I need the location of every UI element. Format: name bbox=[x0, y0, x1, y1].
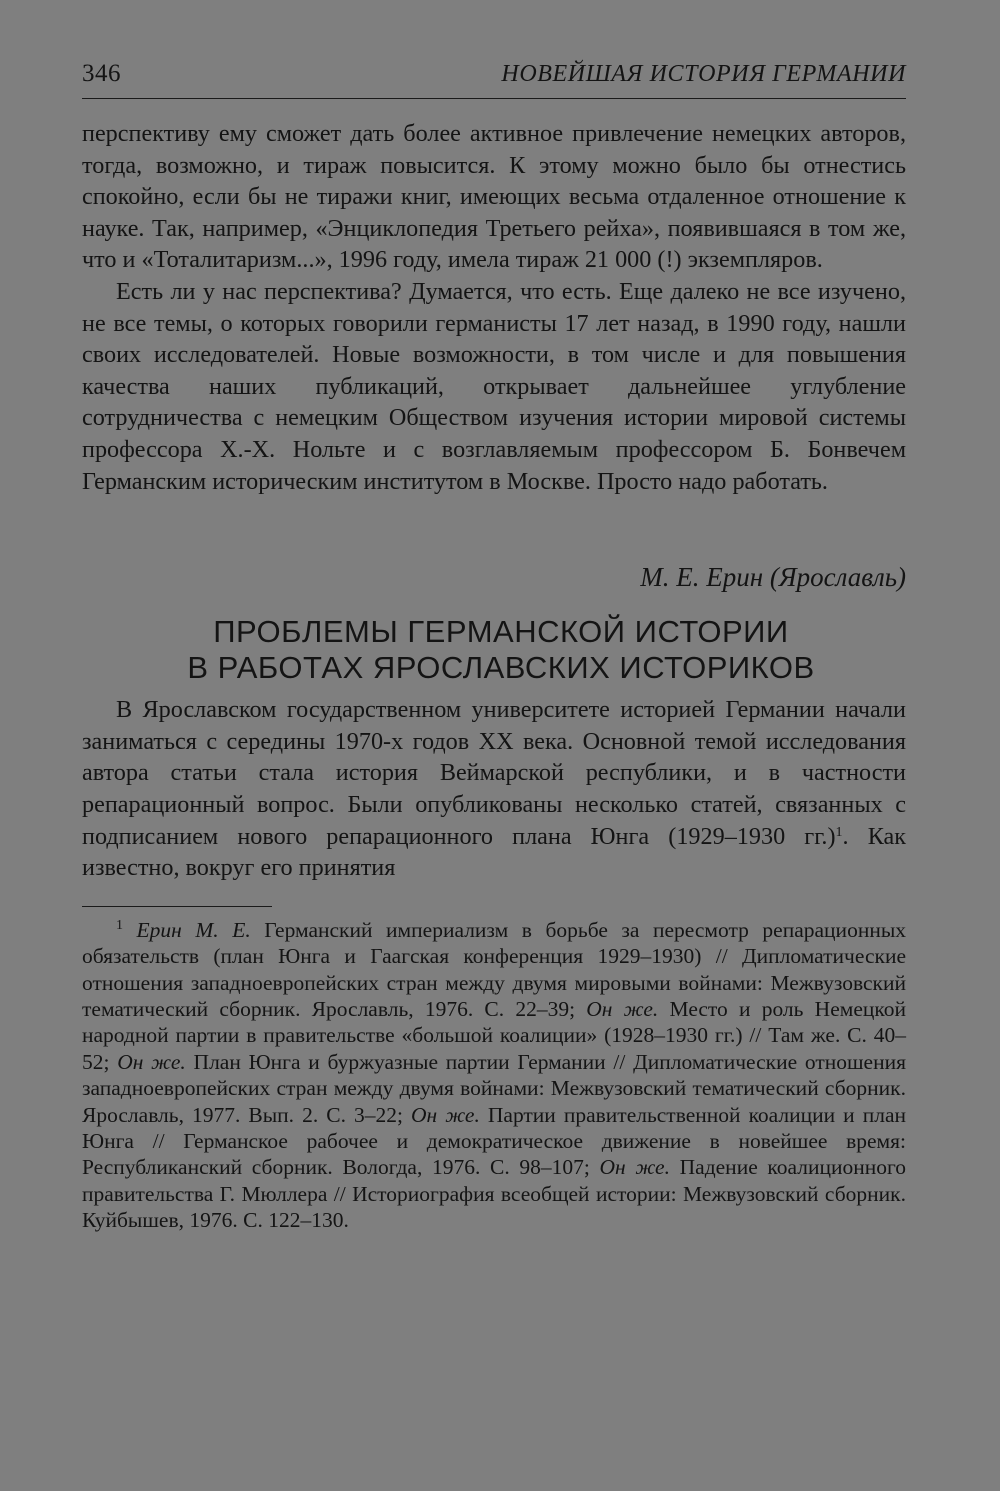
paragraph-perspective: Есть ли у нас перспектива? Думается, что есть. Еще далеко не все изучено, не все темы, о которых говорили германисты 17 лет назад, в 1990 году, нашли своих исследователей. Новые возможности, в том числе и для повышения качества наших публикаций, открывает дальнейшее углубление сотрудничества с немецким Обществом изучения истории мировой системы профессора Х.-Х. Нольте и с возглавляемым профессором Б. Бонвечем Германским историческим институтом в Москве. Просто надо работать. bbox=[82, 277, 906, 495]
article-title-line-1: ПРОБЛЕМЫ ГЕРМАНСКОЙ ИСТОРИИ bbox=[213, 614, 789, 650]
article-paragraph-1 bbox=[82, 694, 906, 884]
footnote-text: Падение коалиционного правительства Г. Мюллера // Историография всеобщей истории: Межвузовский сборник. Куйбышев, 1976. С. 122–130. bbox=[82, 1155, 907, 1233]
article-body bbox=[82, 694, 906, 884]
footnote-author-ibid: Он же. bbox=[117, 1049, 186, 1074]
article-paragraph-text: В Ярославском государственном университете историей Германии начали заниматься с середины 1970-х годов XX века. Основной темой исследования автора статьи стала история Веймарской республики, и в частности репарационный вопрос. Были опубликованы несколько статей, связанных с подписанием нового репарационного плана Юнга (1929–1930 гг.) bbox=[82, 696, 906, 850]
article-title-line-2: В РАБОТАХ ЯРОСЛАВСКИХ ИСТОРИКОВ bbox=[187, 650, 815, 686]
book-page bbox=[82, 60, 906, 1234]
footnote-text: Германский империализм в борьбе за пересмотр репарационных обязательств (план Юнга и Гаагская конференция 1929–1930) // Дипломатические отношения западноевропейских стран между двумя мировыми войнами: Межвузовский тематический сборник. Ярославль, 1976. С. 22–39; bbox=[82, 917, 907, 1021]
page-number: 346 bbox=[82, 60, 121, 87]
footnote-marker: 1 bbox=[116, 917, 123, 933]
footnote-author-ibid: Он же. bbox=[410, 1102, 480, 1127]
footnote-reference: 1 bbox=[835, 824, 843, 840]
paragraph-continuation: перспективу ему сможет дать более активное привлечение немецких авторов, тогда, возможно, и тираж повысится. К этому можно было бы отнестись спокойно, если бы не тиражи книг, имеющих весьма отдаленное отношение к науке. Так, например, «Энциклопедия Третьего рейха», появившаяся в том же, что и «Тоталитаризм...», 1996 году, имела тираж 21 000 (!) экземпляров. bbox=[82, 120, 906, 274]
article-title bbox=[82, 614, 906, 686]
article-author: М. Е. Ерин (Ярославль) bbox=[640, 562, 906, 593]
running-header bbox=[82, 60, 906, 99]
footnote-author-ibid: Он же. bbox=[599, 1155, 670, 1180]
footnote-1 bbox=[82, 917, 906, 1234]
footnote-text: План Юнга и буржуазные партии Германии // Дипломатические отношения западноевропейских стран между двумя войнами: Межвузовский тематический сборник. Ярославль, 1977. Вып. 2. С. 3–22; bbox=[82, 1049, 906, 1127]
running-title: НОВЕЙШАЯ ИСТОРИЯ ГЕРМАНИИ bbox=[501, 61, 906, 87]
footnote-text: Партии правительственной коалиции и план Юнга // Германское рабочее и демократическое движение в новейшее время: Республиканский сборник. Вологда, 1976. С. 98–107; bbox=[82, 1102, 906, 1180]
footnote-separator bbox=[82, 906, 272, 907]
footnote-author-ibid: Он же. bbox=[586, 996, 659, 1021]
footnote-author: Ерин М. Е. bbox=[136, 917, 251, 942]
article-paragraph-tail: . Как известно, вокруг его принятия bbox=[82, 822, 906, 882]
footnote-text: Место и роль Немецкой народной партии в правительстве «большой коалиции» (1928–1930 гг.) // Там же. С. 40–52; bbox=[82, 996, 906, 1074]
previous-article-ending bbox=[82, 118, 906, 497]
